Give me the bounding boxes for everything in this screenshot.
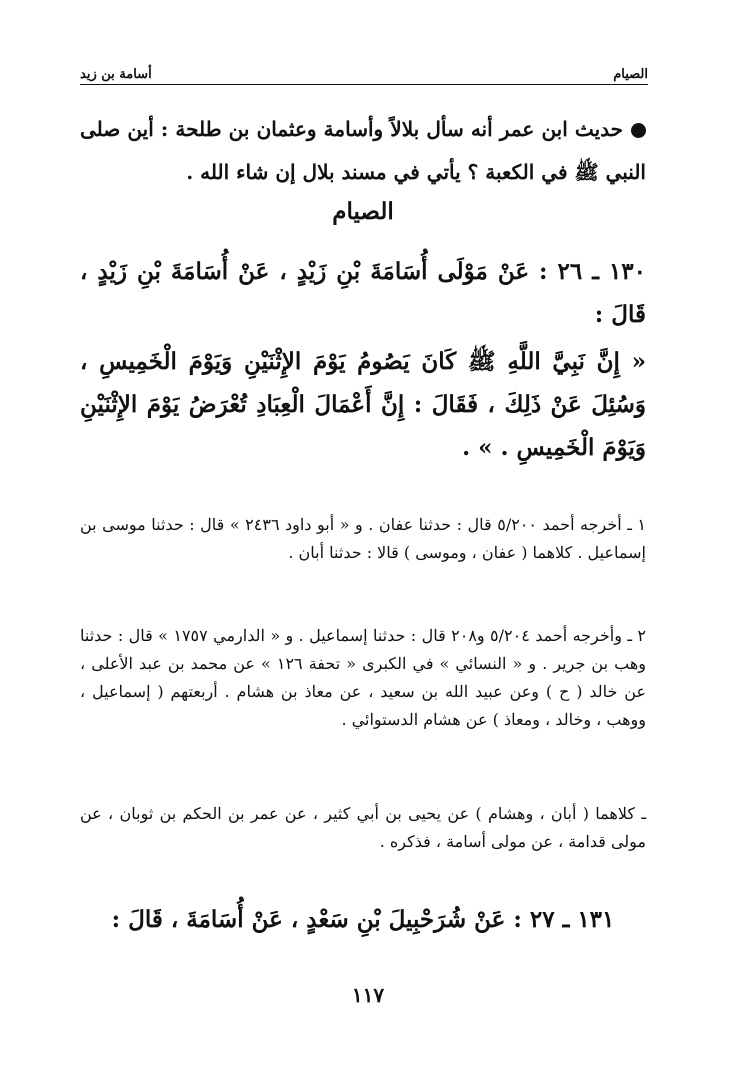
footnote-3: ـ كلاهما ( أبان ، وهشام ) عن يحيى بن أبي كثير ، عن عمر بن الحكم بن ثوبان ، عن مولى قدامة ، عن مولى أسامة ، فذكره .	[80, 804, 647, 851]
footnote-1: ١ ـ أخرجه أحمد ٥/٢٠٠ قال : حدثنا عفان . و « أبو داود ٢٤٣٦ » قال : حدثنا موسى بن إسماعيل . كلاهما ( عفان ، وموسى ) قالا : حدثنا أبان .	[80, 515, 647, 562]
footnote-2: ٢ ـ وأخرجه أحمد ٥/٢٠٤ و٢٠٨ قال : حدثنا إسماعيل . و « الدارمي ١٧٥٧ » قال : حدثنا وهب بن جرير . و « النسائي » في الكبرى « تحفة ١٢٦ » عن محمد بن عبد الأعلى ، عن خالد ( ح ) وعن عبيد الله بن سعيد ، عن معاذ بن هشام . أربعتهم ( إسماعيل ، ووهب ، وخالد ، ومعاذ ) عن هشام الدستوائي .	[80, 626, 647, 729]
running-header	[80, 62, 648, 85]
hadith-130-matn: « إِنَّ نَبِيَّ اللَّهِ ﷺ كَانَ يَصُومُ يَوْمَ الإِثْنَيْنِ وَيَوْمَ الْخَمِيسِ ، وَسُئِلَ عَنْ ذَلِكَ ، فَقَالَ : إِنَّ أَعْمَالَ الْعِبَادِ تُعْرَضُ يَوْمَ الإِثْنَيْنِ وَيَوْمَ الْخَمِيسِ . » .	[80, 348, 646, 461]
header-section: الصيام	[613, 67, 648, 82]
header-subject: أسامة بن زيد	[80, 67, 152, 82]
hadith-131-isnad: ١٣١ ـ ٢٧ : عَنْ شُرَحْبِيلَ بْنِ سَعْدٍ ، عَنْ أُسَامَةَ ، قَالَ :	[111, 906, 615, 933]
intro-paragraph	[80, 108, 646, 194]
hadith-130-isnad: ١٣٠ ـ ٢٦ : عَنْ مَوْلَى أُسَامَةَ بْنِ زَيْدٍ ، عَنْ أُسَامَةَ بْنِ زَيْدٍ ، قَالَ :	[80, 258, 646, 328]
page-number: ١١٧	[351, 983, 385, 1007]
intro-text: حديث ابن عمر أنه سأل بلالاً وأسامة وعثمان بن طلحة : أين صلى النبي ﷺ في الكعبة ؟ يأتي في مسند بلال إن شاء الله .	[80, 117, 646, 184]
section-title: الصيام	[332, 198, 394, 225]
bullet-icon	[631, 123, 646, 138]
